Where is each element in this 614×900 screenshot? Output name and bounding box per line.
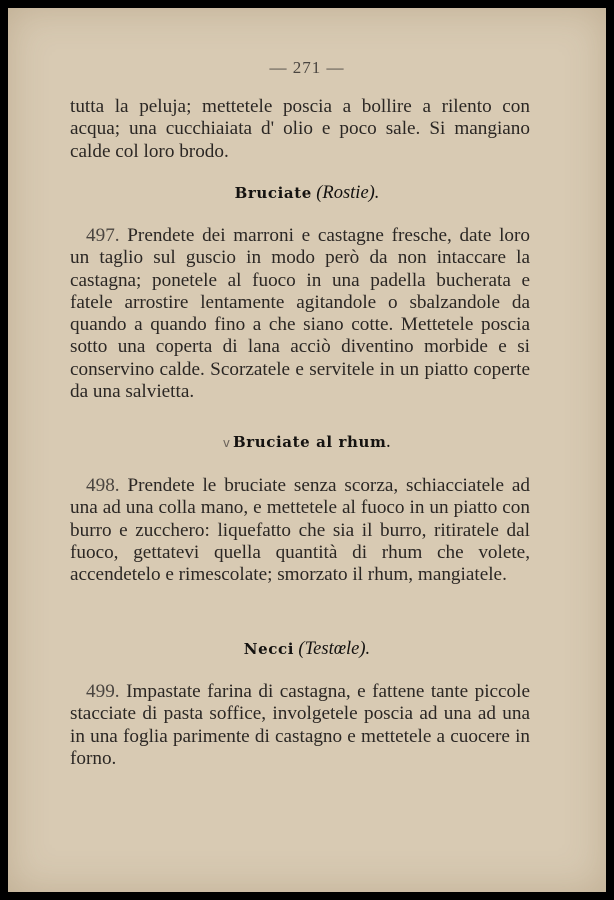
page-number: — 271 — — [269, 58, 345, 77]
section-title: Necci — [243, 640, 295, 658]
intro-paragraph: tutta la peluja; mettetele poscia a bollire a rilento con acqua; una cucchiaiata d' olio e poco sale. Si mangiano calde col loro brodo. — [70, 96, 530, 162]
recipe-text: Prendete dei marroni e castagne fresche, date loro un taglio sul guscio in modo però da non intaccare la castagna; ponetele al fuoco in una padella bucherata e fatele arrostire lentamente agitandole o sbalzandole da quando a quando fino a che siano cotte. Mettetele poscia sotto una coperta di lana acciò diventino morbide e si conservino calde. Scorzatele e servitele in un piatto coperte da una salvietta. — [70, 225, 530, 403]
recipe-number: 498. — [86, 475, 120, 496]
tick-mark: v — [222, 436, 230, 450]
recipe-paragraph-497 — [70, 225, 530, 403]
section-subtitle: (Testœle). — [298, 639, 371, 659]
section-heading-bruciate-al-rhum — [8, 431, 606, 453]
recipe-number: 497. — [86, 225, 120, 246]
section-title: Bruciate al rhum — [232, 433, 387, 451]
section-heading-necci — [8, 638, 606, 660]
section-subtitle: (Rostie). — [316, 183, 380, 203]
section-heading-bruciate — [8, 182, 606, 204]
recipe-text: Prendete le bruciate senza scorza, schiacciatele ad una ad una colla mano, e mettetele al fuoco in un piatto con burro e zucchero: liquefatto che sia il burro, ritiratele dal fuoco, gettatevi quella quantità di rhum che volete, accendetelo e rimescolate; smorzato il rhum, mangiatele. — [70, 475, 531, 586]
recipe-text: Impastate farina di castagna, e fattene tante piccole stacciate di pasta soffice, involgetele poscia ad una ad una in una foglia parimente di castagno e mettetele a cuocere in forno. — [70, 681, 531, 769]
book-page — [8, 8, 606, 892]
recipe-paragraph-498 — [70, 475, 530, 586]
recipe-paragraph-499 — [70, 681, 530, 770]
section-subtitle: . — [386, 432, 392, 452]
recipe-number: 499. — [86, 681, 120, 702]
section-title: Bruciate — [234, 184, 312, 202]
